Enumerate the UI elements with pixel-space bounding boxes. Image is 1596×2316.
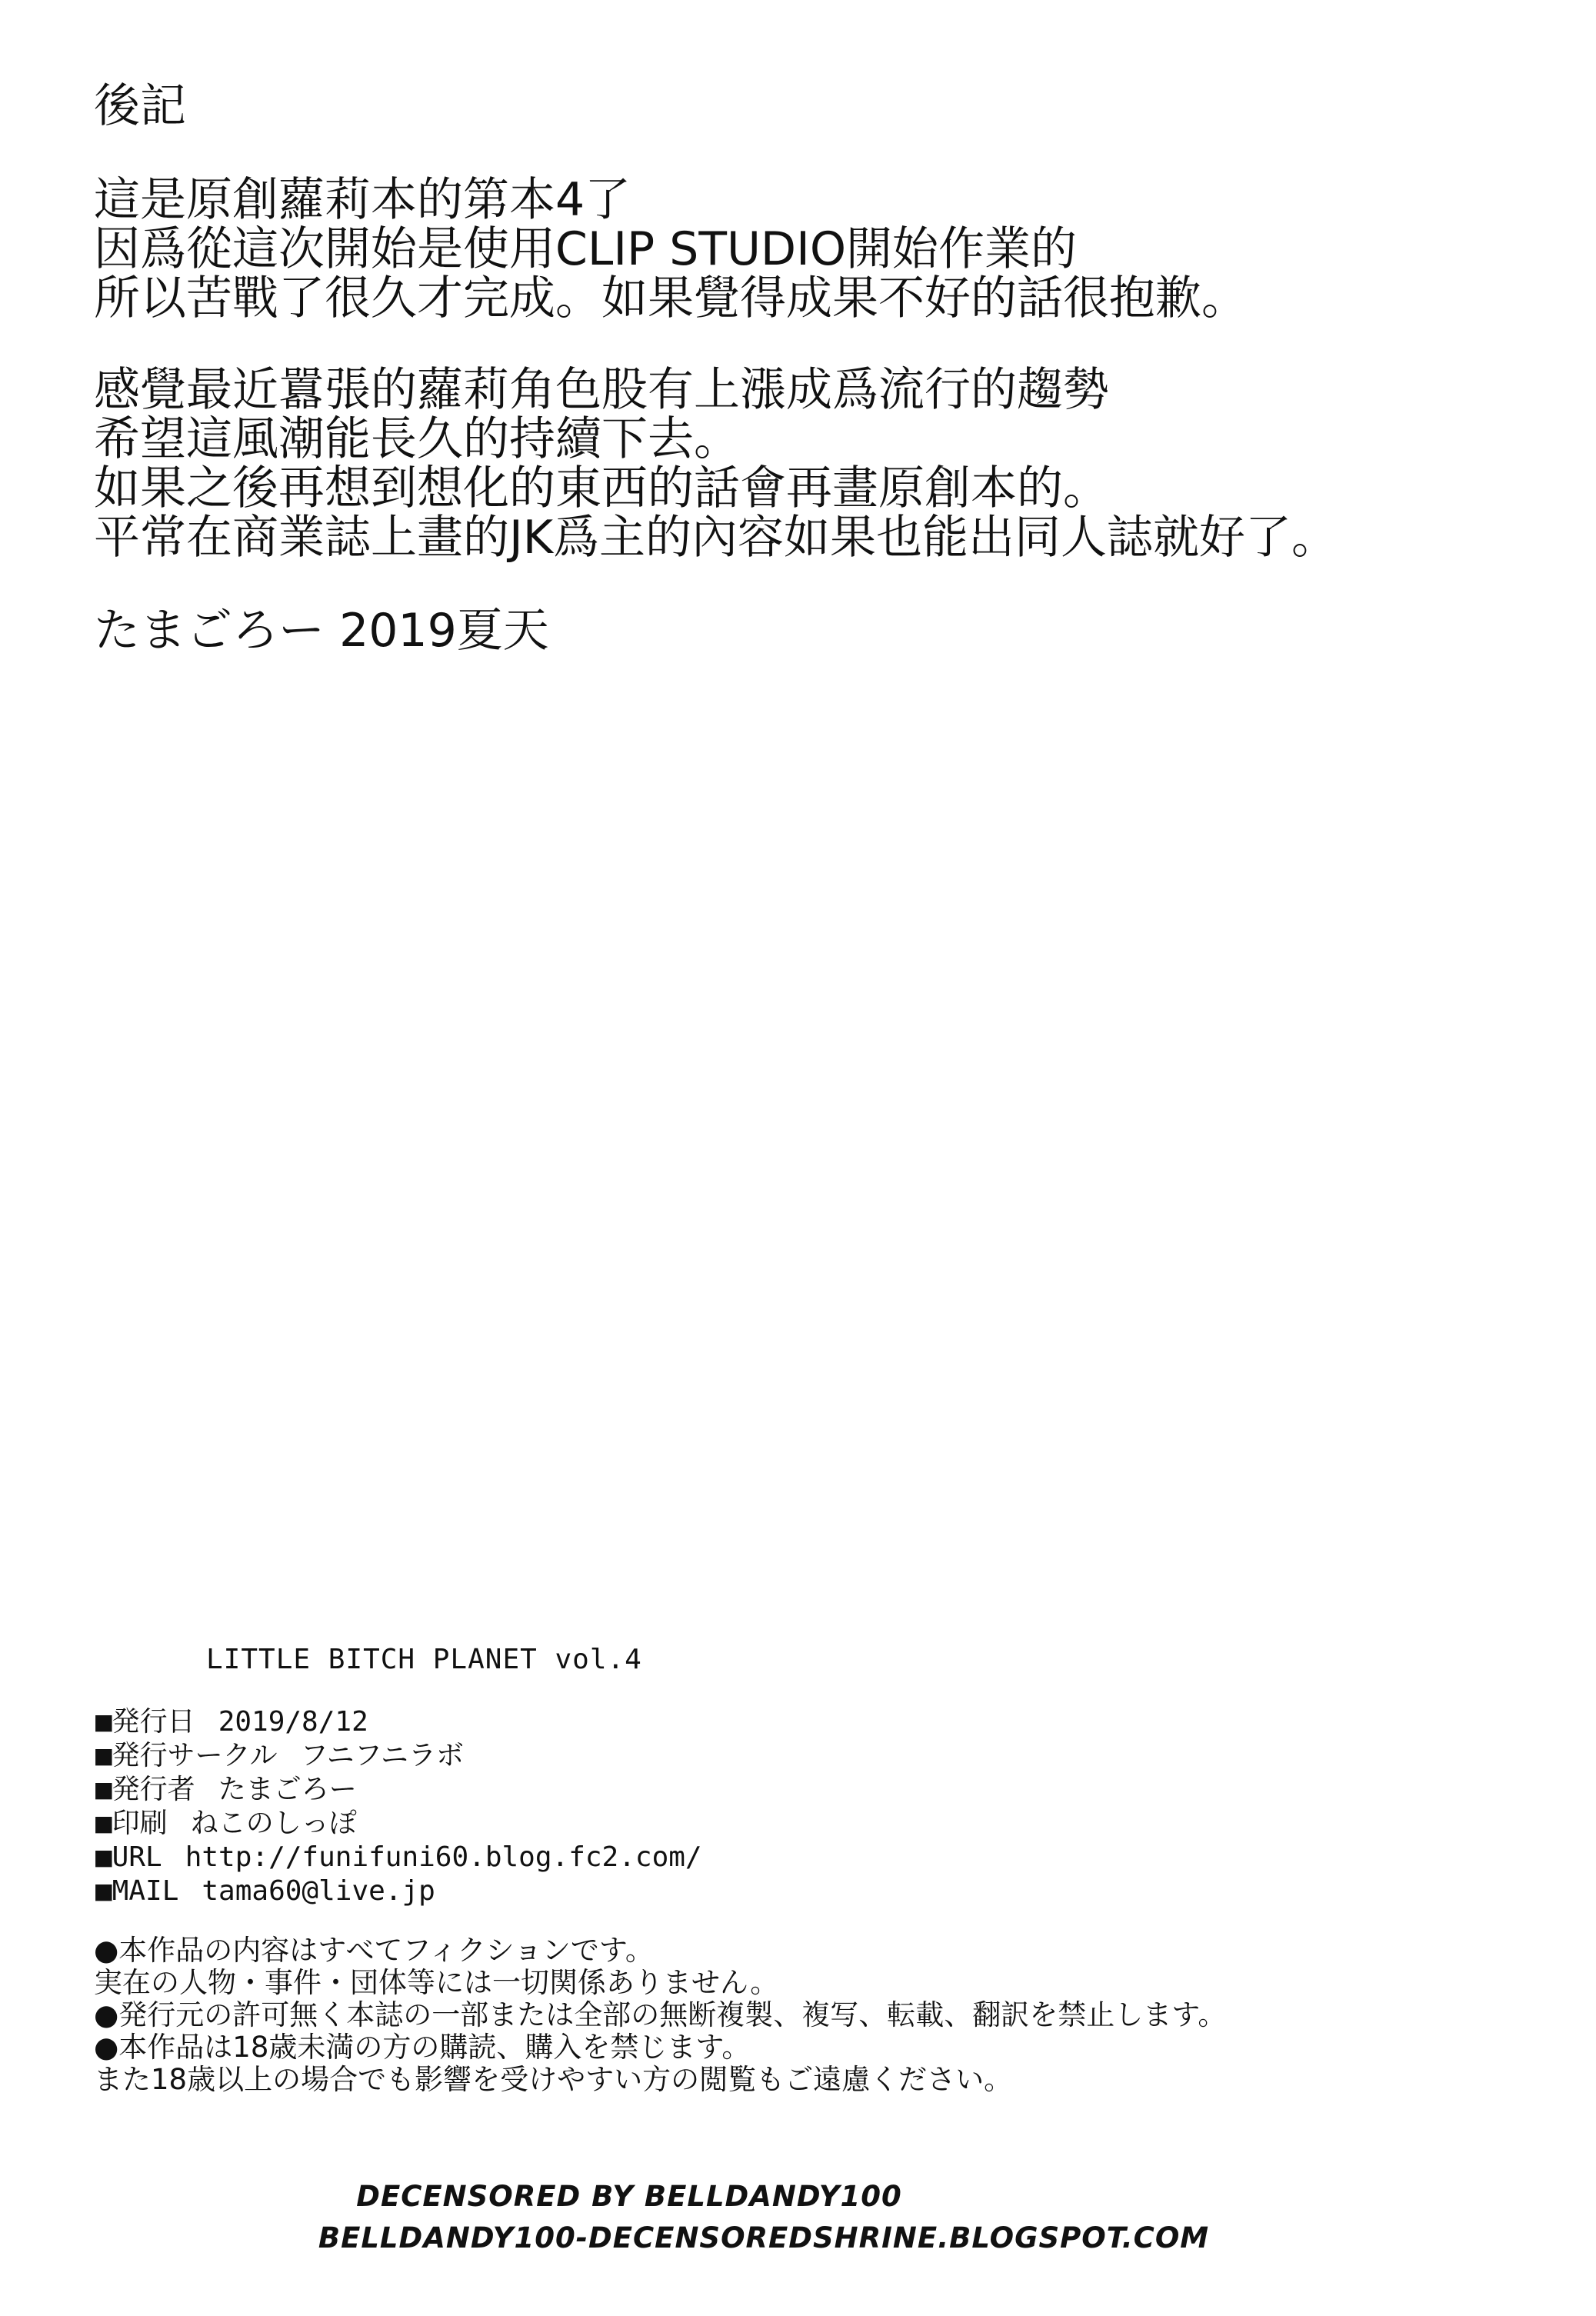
decensor-credit-url: BELLDANDY100-DECENSOREDSHRINE.BLOGSPOT.COM (318, 2221, 1210, 2254)
colophon-label: ■発行日 (95, 1706, 195, 1738)
legal-notices (94, 1934, 1226, 2096)
colophon-value: たまごろー (218, 1774, 357, 1805)
colophon-label: ■発行者 (95, 1774, 195, 1805)
colophon-entry-publisher (95, 1773, 702, 1807)
colophon-label: ■発行サークル (95, 1740, 278, 1771)
afterword-line: 平常在商業誌上畫的JK爲主的內容如果也能出同人誌就好了。 (94, 511, 1338, 565)
colophon-url-value: http://funifuni60.blog.fc2.com/ (185, 1841, 702, 1873)
author-signature: たまごろー 2019夏天 (94, 604, 549, 658)
afterword-line: 如果之後再想到想化的東西的話會再畫原創本的。 (94, 462, 1109, 515)
colophon-entry-url (95, 1841, 702, 1874)
colophon-label: ■MAIL (95, 1875, 179, 1907)
colophon-label: ■印刷 (95, 1808, 168, 1839)
afterword-line: 因爲從這次開始是使用CLIP STUDIO開始作業的 (94, 222, 1078, 276)
colophon-entry-publish-date (95, 1705, 702, 1739)
afterword-paragraph-2 (94, 363, 1338, 565)
afterword-line: 所以苦戰了很久才完成。如果覺得成果不好的話很抱歉。 (94, 272, 1248, 325)
notice-line: ●発行元の許可無く本誌の一部または全部の無断複製、複写、転載、翻訳を禁止します。 (94, 1998, 1227, 2031)
colophon-value: ねこのしっぽ (190, 1808, 357, 1839)
afterword-line: 希望這風潮能長久的持續下去。 (94, 412, 740, 466)
colophon-value: フニフニラボ (300, 1740, 465, 1771)
colophon-entry-mail (95, 1874, 702, 1908)
book-title: LITTLE BITCH PLANET vol.4 (206, 1644, 642, 1675)
colophon-entry-circle (95, 1739, 702, 1773)
colophon-value: 2019/8/12 (218, 1706, 368, 1738)
afterword-paragraph-1 (94, 175, 1248, 323)
afterword-line: 感覺最近囂張的蘿莉角色股有上漲成爲流行的趨勢 (94, 363, 1109, 417)
notice-line: ●本作品の内容はすべてフィクションです。 (94, 1934, 654, 1967)
colophon-list (95, 1705, 702, 1908)
notice-line: 実在の人物・事件・団体等には一切関係ありません。 (94, 1966, 779, 1999)
colophon-entry-printer (95, 1807, 702, 1841)
notice-line: また18歳以上の場合でも影響を受けやすい方の閲覧もご遠慮ください。 (94, 2063, 1013, 2096)
decensor-credit: DECENSORED BY BELLDANDY100 (356, 2180, 902, 2213)
notice-line: ●本作品は18歳未満の方の購読、購入を禁じます。 (94, 2031, 751, 2064)
colophon-mail-value: tama60@live.jp (202, 1875, 435, 1907)
colophon-label: ■URL (95, 1841, 162, 1873)
afterword-line: 這是原創蘿莉本的第本4了 (94, 173, 631, 227)
afterword-title: 後記 (94, 79, 186, 133)
